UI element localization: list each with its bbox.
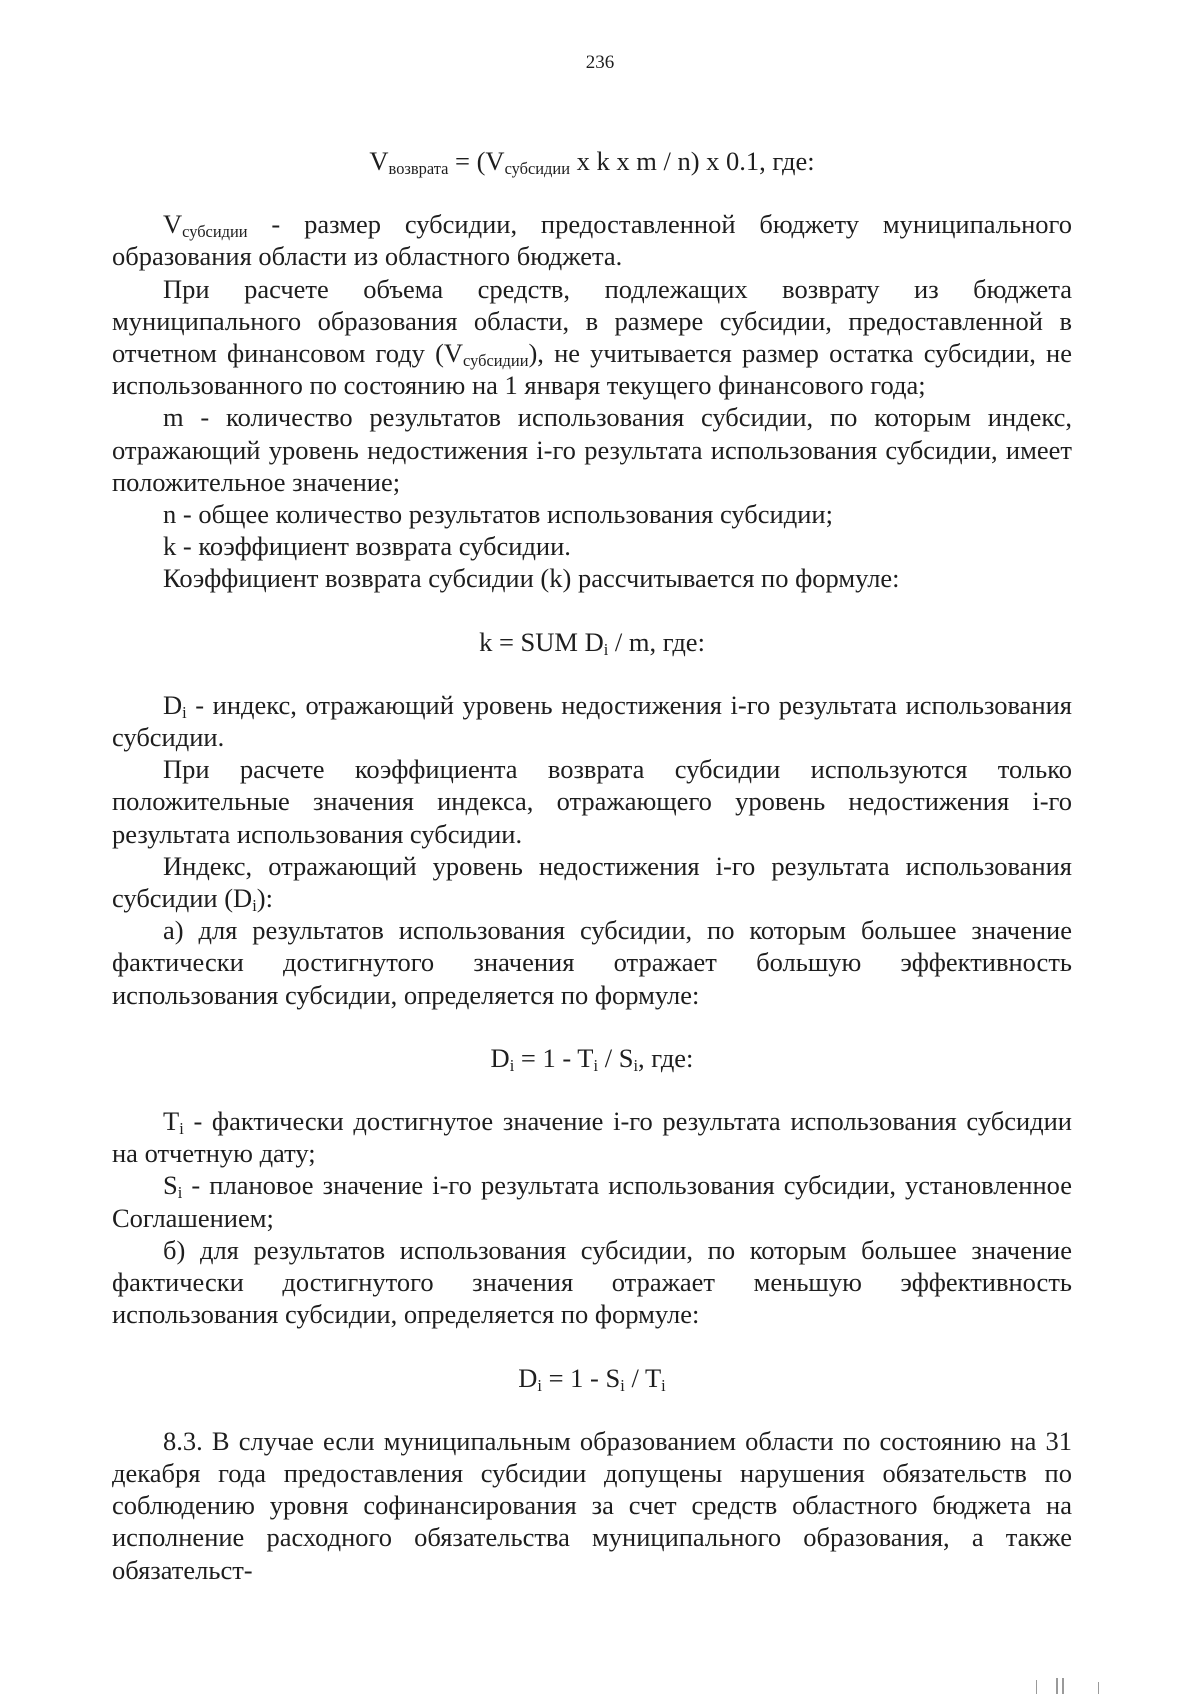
scan-artifact [1056, 1678, 1058, 1694]
paragraph-si-definition: $S_i$ - плановое значение i-го результата использования субсидии, установленное Соглашением; [112, 1170, 1072, 1233]
formula-return-volume: $V_{возврата} = (V_{субсидии}$ x k x m / n) x 0.1, где: [369, 146, 815, 179]
paragraph-v-subsidy: $V_{субсидии}$ - размер субсидии, предоставленной бюджету муниципального образования области из областного бюджета. [112, 209, 1072, 272]
document-body [112, 145, 1072, 1586]
paragraph-calculation-note: При расчете объема средств, подлежащих возврату из бюджета муниципального образования области, в размере субсидии, предоставленной в отчетном финансовом году $(V_{субсидии})$, не учитывается размер остатка субсидии, не использованного по состоянию на 1 января текущего финансового года; [112, 273, 1073, 401]
paragraph-di-definition: $D_i$ - индекс, отражающий уровень недостижения i-го результата использования субсидии. [112, 689, 1072, 753]
paragraph-case-a: а) для результатов использования субсидии, по которым большее значение фактически достигнутого значения отражает большую эффективность использования субсидии, определяется по формуле: [112, 915, 1072, 1010]
paragraph-index-intro: Индекс, отражающий уровень недостижения i-го результата использования субсидии $(D_i)$: [112, 850, 1072, 916]
formula-k: k = SUM $D_i$ / m, где: [479, 626, 705, 659]
paragraph-k-formula-intro: Коэффициент возврата субсидии (k) рассчитывается по формуле: [163, 563, 900, 594]
paragraph-positive-values: При расчете коэффициента возврата субсидии используются только положительные значения индекса, отражающего уровень недостижения i-го результата использования субсидии. [112, 754, 1072, 849]
page-number: 236 [585, 52, 615, 73]
scan-artifact [1036, 1680, 1037, 1694]
paragraph-ti-definition: $T_i$ - фактически достигнутое значение i-го результата использования субсидии на отчетную дату; [112, 1106, 1072, 1169]
paragraph-k-definition: k - коэффициент возврата субсидии. [163, 531, 571, 562]
scan-artifact [1062, 1678, 1064, 1694]
paragraph-8-3: 8.3. В случае если муниципальным образованием области по состоянию на 31 декабря года предоставления субсидии допущены нарушения обязательств по соблюдению уровня софинансирования за счет средств областного бюджета на исполнение расходного обязательства муниципального образования, а также обязательст- [112, 1425, 1072, 1585]
paragraph-case-b: б) для результатов использования субсидии, по которым большее значение фактически достигнутого значения отражает меньшую эффективность использования субсидии, определяется по формуле: [112, 1234, 1072, 1330]
scan-artifact [1098, 1682, 1099, 1694]
paragraph-m-definition: m - количество результатов использования субсидии, по которым индекс, отражающий уровень недостижения i-го результата использования субсидии, имеет положительное значение; [112, 402, 1072, 497]
formula-di-case-a: $D_i = 1 - T_i / S_i$, где: [490, 1042, 694, 1075]
formula-di-case-b: $D_i = 1 - S_i / T_i$ [518, 1362, 666, 1395]
paragraph-n-definition: n - общее количество результатов использования субсидии; [163, 499, 833, 530]
